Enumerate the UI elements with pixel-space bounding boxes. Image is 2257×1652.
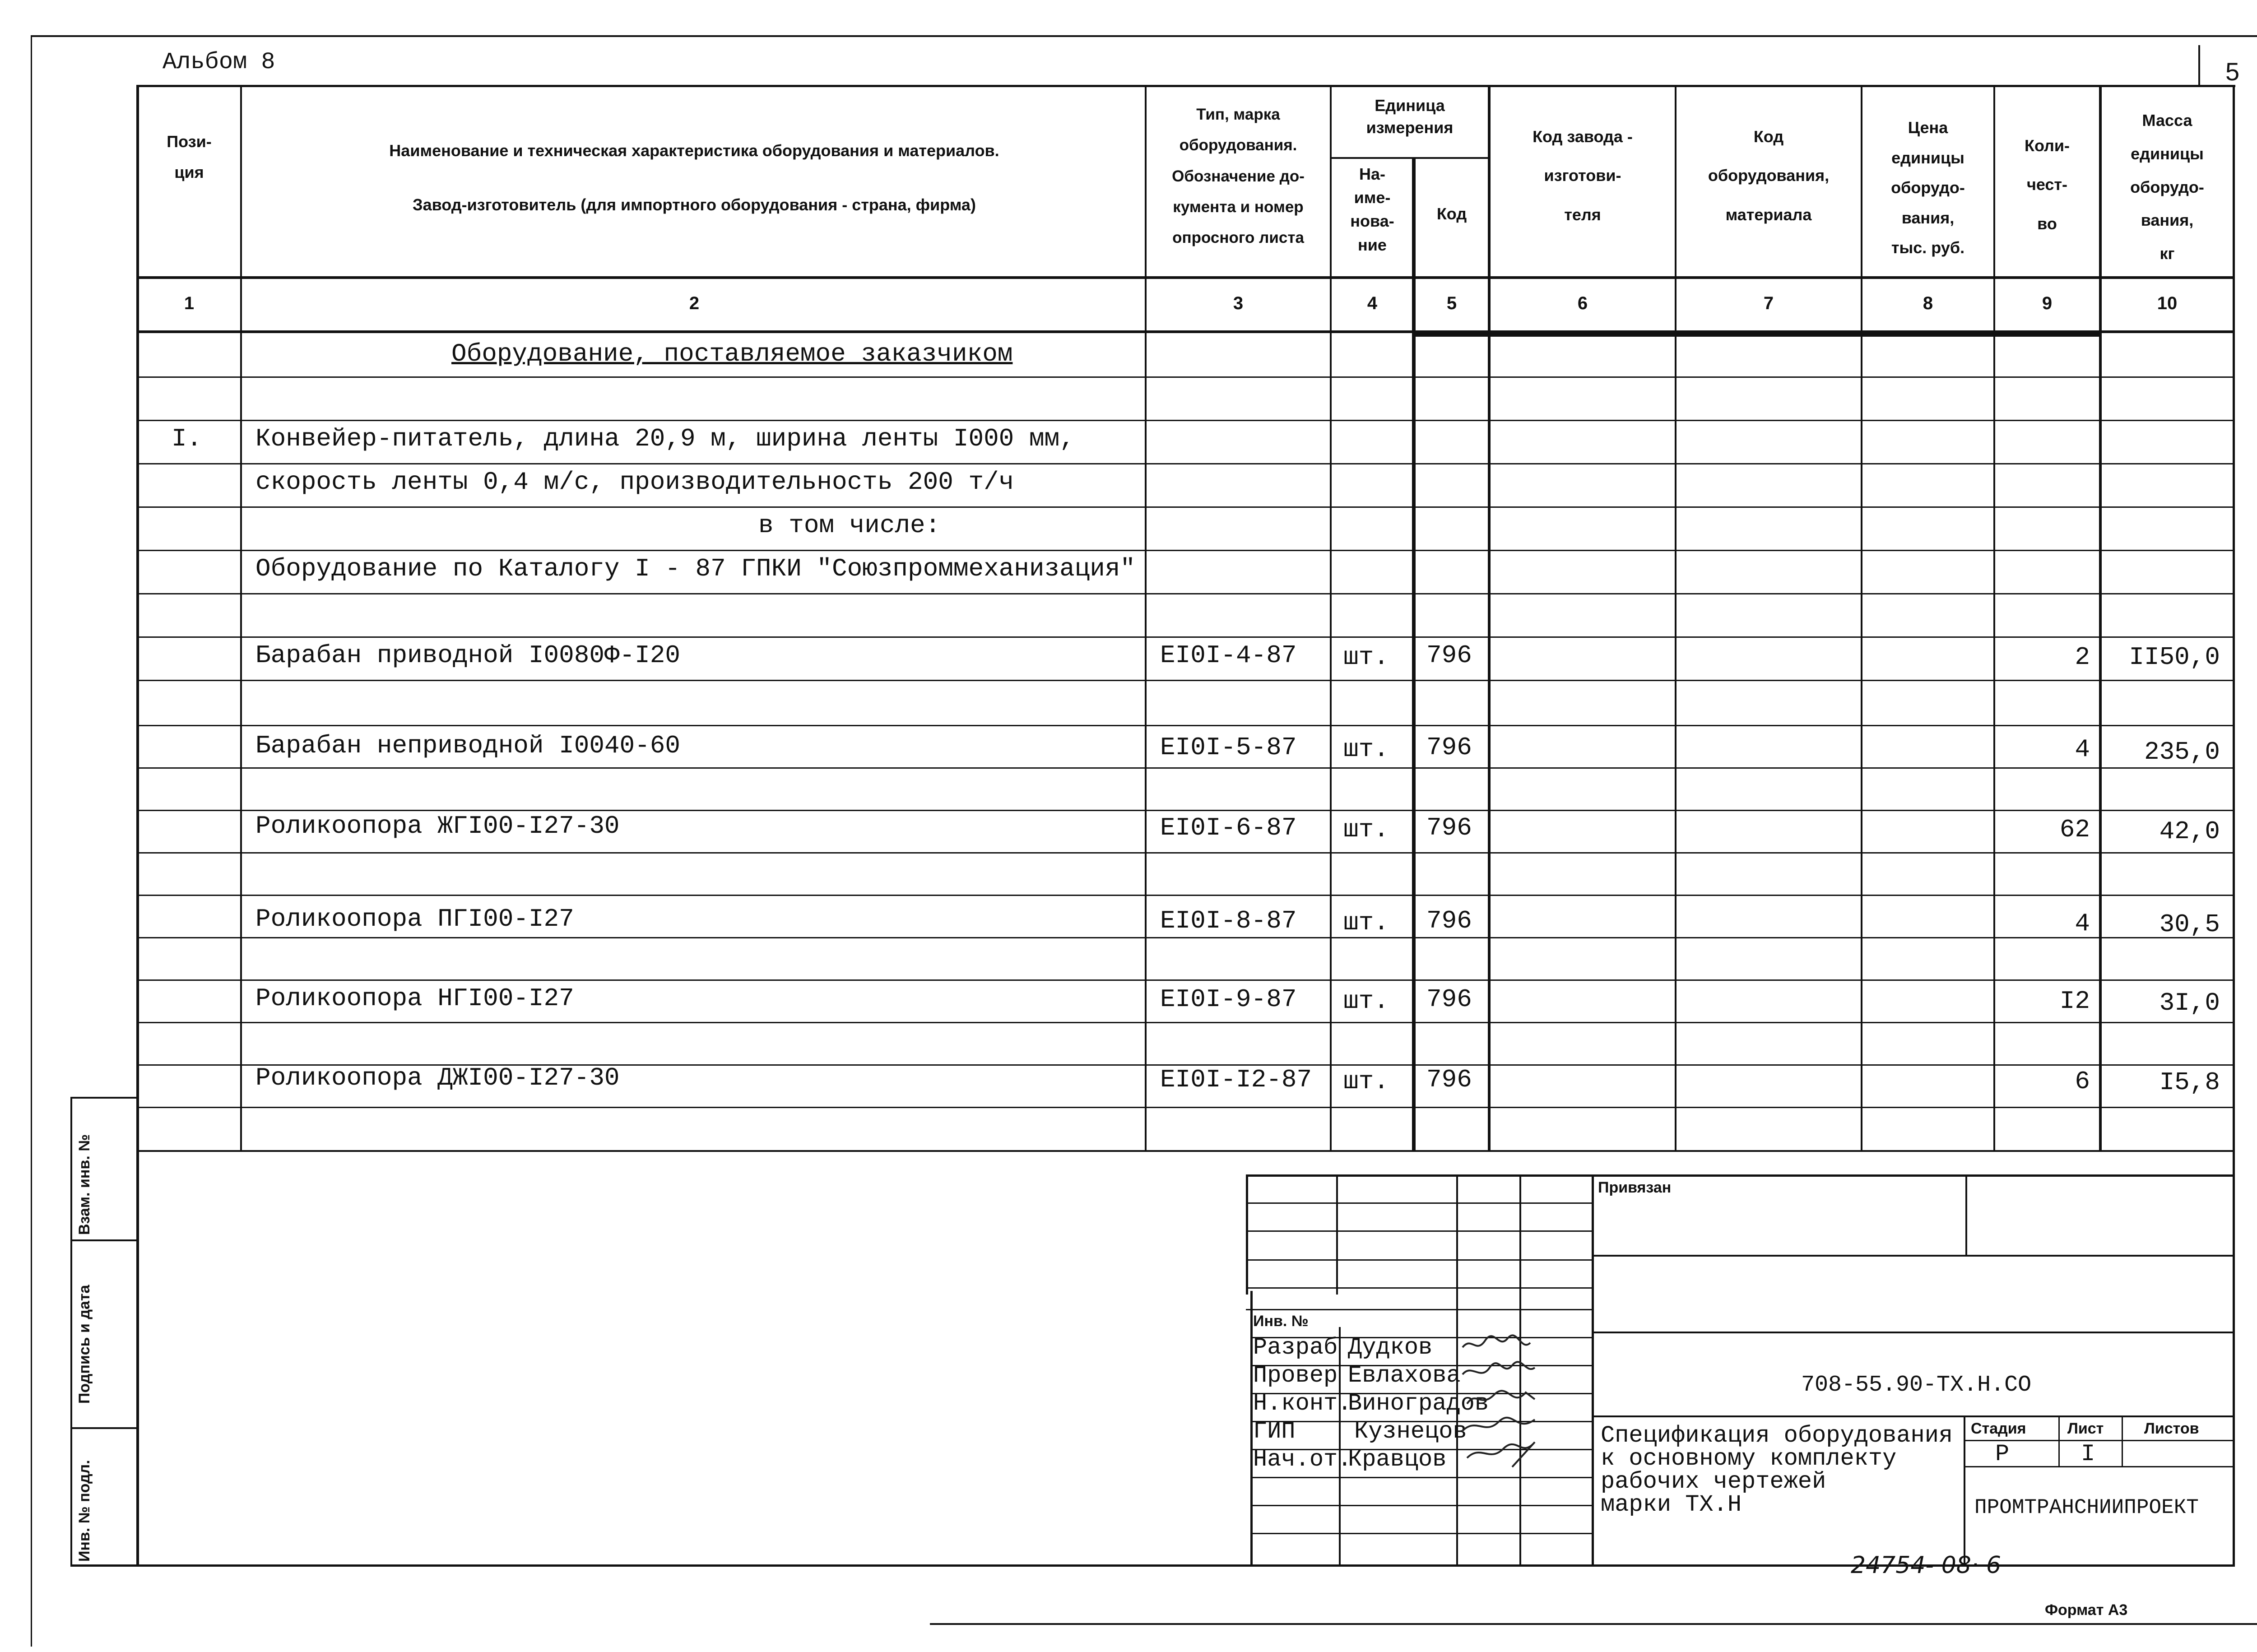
page-number: 5 — [2225, 57, 2240, 86]
row-line — [136, 725, 2235, 726]
archive-number: 24754- 08· 6 — [1851, 1552, 2002, 1579]
stamp-right-col — [2122, 1415, 2123, 1467]
row-mass: 42,0 — [2159, 817, 2220, 846]
row-code: 796 — [1426, 985, 1472, 1014]
header-position: Пози- ция — [167, 132, 212, 182]
outer-frame-top — [31, 35, 2257, 37]
row-qty: 62 — [2059, 815, 2090, 844]
row-line — [136, 895, 2235, 896]
row-mass: 30,5 — [2159, 910, 2220, 939]
item-line-3: в том числе: — [758, 511, 941, 540]
col-number: 7 — [1763, 293, 1774, 313]
row-line — [136, 680, 2235, 681]
col-line-6 — [1675, 86, 1676, 1151]
row-mass: 3I,0 — [2159, 988, 2220, 1017]
row-code: 796 — [1426, 733, 1472, 762]
stamp-person: Кузнецов — [1354, 1418, 1467, 1445]
row-qty: I2 — [2059, 987, 2090, 1016]
row-line — [136, 979, 2235, 981]
row-mass: II50,0 — [2129, 643, 2220, 672]
col-number: 8 — [1923, 293, 1933, 313]
stamp-role: Разраб — [1253, 1334, 1338, 1361]
row-line — [136, 550, 2235, 551]
row-qty: 6 — [2075, 1067, 2090, 1096]
stamp-person: Виноградов — [1348, 1390, 1489, 1417]
row-line — [136, 636, 2235, 638]
stamp-person: Кравцов — [1348, 1446, 1447, 1473]
row-line — [136, 506, 2235, 508]
header-equipment-code: Код оборудования, материала — [1708, 127, 1830, 224]
unit-group-divider — [1330, 157, 1491, 159]
header-type: Тип, марка оборудования. Обозначение до- кумента и номер опросного листа — [1172, 106, 1305, 246]
stamp-left — [1246, 1174, 1248, 1295]
row-name: Роликоопора НГI00-I27 — [255, 984, 574, 1013]
row-unit: шт. — [1343, 987, 1389, 1016]
stamp-row — [1246, 1230, 1593, 1232]
row-line — [136, 852, 2235, 854]
side-label-signature-date: Подпись и дата — [76, 1285, 93, 1404]
row-unit: шт. — [1343, 815, 1389, 844]
header-unit-code: Код — [1436, 204, 1467, 223]
stamp-role: Н.конт. — [1253, 1390, 1352, 1417]
page-number-box-left — [2198, 45, 2200, 87]
stamp-col — [1336, 1174, 1338, 1295]
table-bottom-line — [136, 1150, 2235, 1152]
row-code: 796 — [1426, 906, 1472, 935]
item-line-1: Конвейер-питатель, длина 20,9 м, ширина ленты I000 мм, — [255, 424, 1075, 453]
stamp-person: Дудков — [1348, 1334, 1433, 1361]
stamp-row — [1246, 1202, 1593, 1204]
row-line — [136, 810, 2235, 811]
outer-frame-left — [31, 35, 32, 1647]
row-doc: EI0I-4-87 — [1160, 641, 1297, 670]
header-name-line2: Завод-изготовитель (для импортного оборудования - страна, фирма) — [413, 195, 976, 214]
row-doc: EI0I-6-87 — [1160, 813, 1297, 842]
row-name: Роликоопора ДЖI00-I27-30 — [255, 1063, 620, 1092]
row-code: 796 — [1426, 641, 1472, 670]
row-line — [136, 937, 2235, 938]
row-unit: шт. — [1343, 1067, 1389, 1096]
row-line — [136, 463, 2235, 464]
header-factory-code: Код завода - изготови- теля — [1533, 127, 1633, 224]
header-name-line1: Наименование и техническая характеристика оборудования и материалов. — [389, 141, 999, 160]
stamp-attached-label: Привязан — [1598, 1179, 1672, 1196]
album-label: Альбом 8 — [163, 49, 275, 75]
col-line-1 — [240, 86, 242, 1151]
sheet-value: I — [2081, 1441, 2095, 1467]
side-label-original-inv: Инв. № подл. — [76, 1460, 93, 1562]
stamp-row — [1250, 1505, 1593, 1506]
col-number: 4 — [1367, 293, 1378, 313]
row-doc: EI0I-8-87 — [1160, 906, 1297, 935]
item-line-4: Оборудование по Каталогу I - 87 ГПКИ "Союзпроммеханизация" — [255, 554, 1136, 583]
row-name: Барабан неприводной I0040-60 — [255, 731, 680, 760]
row-qty: 2 — [2075, 643, 2090, 672]
stamp-role: Нач.от. — [1253, 1446, 1352, 1473]
row-name: Роликоопора ЖГI00-I27-30 — [255, 812, 620, 840]
row-mass: I5,8 — [2159, 1068, 2220, 1097]
col-number: 1 — [184, 293, 195, 313]
outer-frame-bottom-right — [930, 1623, 2257, 1625]
stamp-right-col — [2058, 1415, 2060, 1467]
organization-name: ПРОМТРАНСНИИПРОЕКТ — [1974, 1496, 2199, 1519]
stamp-col-main — [1592, 1174, 1594, 1566]
header-mass: Масса единицы оборудо- вания, кг — [2130, 111, 2204, 263]
row-code: 796 — [1426, 1065, 1472, 1094]
row-line — [136, 1107, 2235, 1108]
stage-label: Стадия — [1971, 1420, 2026, 1437]
sheets-label: Листов — [2144, 1420, 2199, 1437]
thick-box-top — [1412, 333, 2102, 337]
row-code: 796 — [1426, 813, 1472, 842]
row-qty: 4 — [2075, 909, 2090, 938]
side-stamp-divider — [70, 1427, 138, 1429]
row-mass: 235,0 — [2144, 738, 2220, 766]
stamp-right-col — [1964, 1415, 1965, 1566]
side-stamp-left — [70, 1097, 72, 1566]
col-number: 9 — [2042, 293, 2053, 313]
stamp-row — [1246, 1309, 1593, 1310]
row-name: Барабан приводной I0080Ф-I20 — [255, 641, 680, 670]
row-line — [136, 420, 2235, 421]
inner-frame-top — [136, 85, 2235, 87]
row-unit: шт. — [1343, 908, 1389, 937]
row-line — [136, 593, 2235, 594]
stamp-inv-label: Инв. № — [1253, 1313, 1309, 1330]
row-line — [136, 376, 2235, 378]
section-title: Оборудование, поставляемое заказчиком — [451, 339, 1013, 368]
side-stamp-divider — [70, 1097, 138, 1099]
document-code: 708-55.90-ТХ.Н.СО — [1801, 1372, 2032, 1398]
header-bottom-line — [136, 276, 2235, 279]
document-title: Спецификация оборудования к основному комплекту рабочих чертежей марки ТХ.Н — [1601, 1422, 1953, 1518]
stamp-col — [1965, 1174, 1967, 1256]
row-line — [136, 767, 2235, 769]
col-line-5 — [1488, 86, 1491, 1151]
col-number: 3 — [1233, 293, 1244, 313]
stamp-row — [1246, 1259, 1593, 1261]
signature-marks — [1458, 1332, 1548, 1471]
col-number: 10 — [2157, 293, 2178, 313]
stamp-person: Евлахова — [1348, 1362, 1461, 1389]
stamp-row — [1250, 1477, 1593, 1478]
row-qty: 4 — [2075, 735, 2090, 764]
stamp-role: Провер — [1253, 1362, 1338, 1389]
header-unit-group: Единица измерения — [1366, 96, 1454, 137]
inner-frame-right — [2233, 85, 2235, 1566]
stamp-right-row — [1593, 1332, 2234, 1333]
stamp-top — [1246, 1174, 2234, 1177]
sheet-label: Лист — [2067, 1420, 2104, 1437]
col-number: 6 — [1577, 293, 1588, 313]
stamp-role: ГИП — [1253, 1418, 1296, 1445]
side-stamp-divider — [70, 1239, 138, 1241]
format-label: Формат А3 — [2045, 1601, 2128, 1619]
stamp-right-row — [1593, 1415, 2234, 1417]
side-label-replaced-inv: Взам. инв. № — [76, 1134, 93, 1235]
stage-value: Р — [1995, 1441, 2010, 1467]
row-line — [136, 1022, 2235, 1023]
stamp-left-lower — [1250, 1291, 1253, 1566]
row-unit: шт. — [1343, 735, 1389, 764]
stamp-row — [1250, 1533, 1593, 1534]
header-unit-name: На- име- нова- ние — [1350, 165, 1394, 254]
stamp-row — [1246, 1287, 1593, 1289]
header-price: Цена единицы оборудо- вания, тыс. руб. — [1891, 118, 1965, 257]
row-name: Роликоопора ПГI00-I27 — [255, 905, 574, 933]
row-doc: EI0I-5-87 — [1160, 733, 1297, 762]
item-line-2: скорость ленты 0,4 м/с, производительность 200 т/ч — [255, 468, 1014, 497]
col-number: 2 — [689, 293, 700, 313]
item-position: I. — [172, 424, 202, 453]
row-doc: EI0I-9-87 — [1160, 985, 1297, 1014]
row-doc: EI0I-I2-87 — [1160, 1065, 1312, 1094]
header-quantity: Коли- чест- во — [2024, 136, 2070, 233]
col-number: 5 — [1446, 293, 1457, 313]
row-unit: шт. — [1343, 643, 1389, 672]
stamp-right-row — [1593, 1255, 2234, 1257]
